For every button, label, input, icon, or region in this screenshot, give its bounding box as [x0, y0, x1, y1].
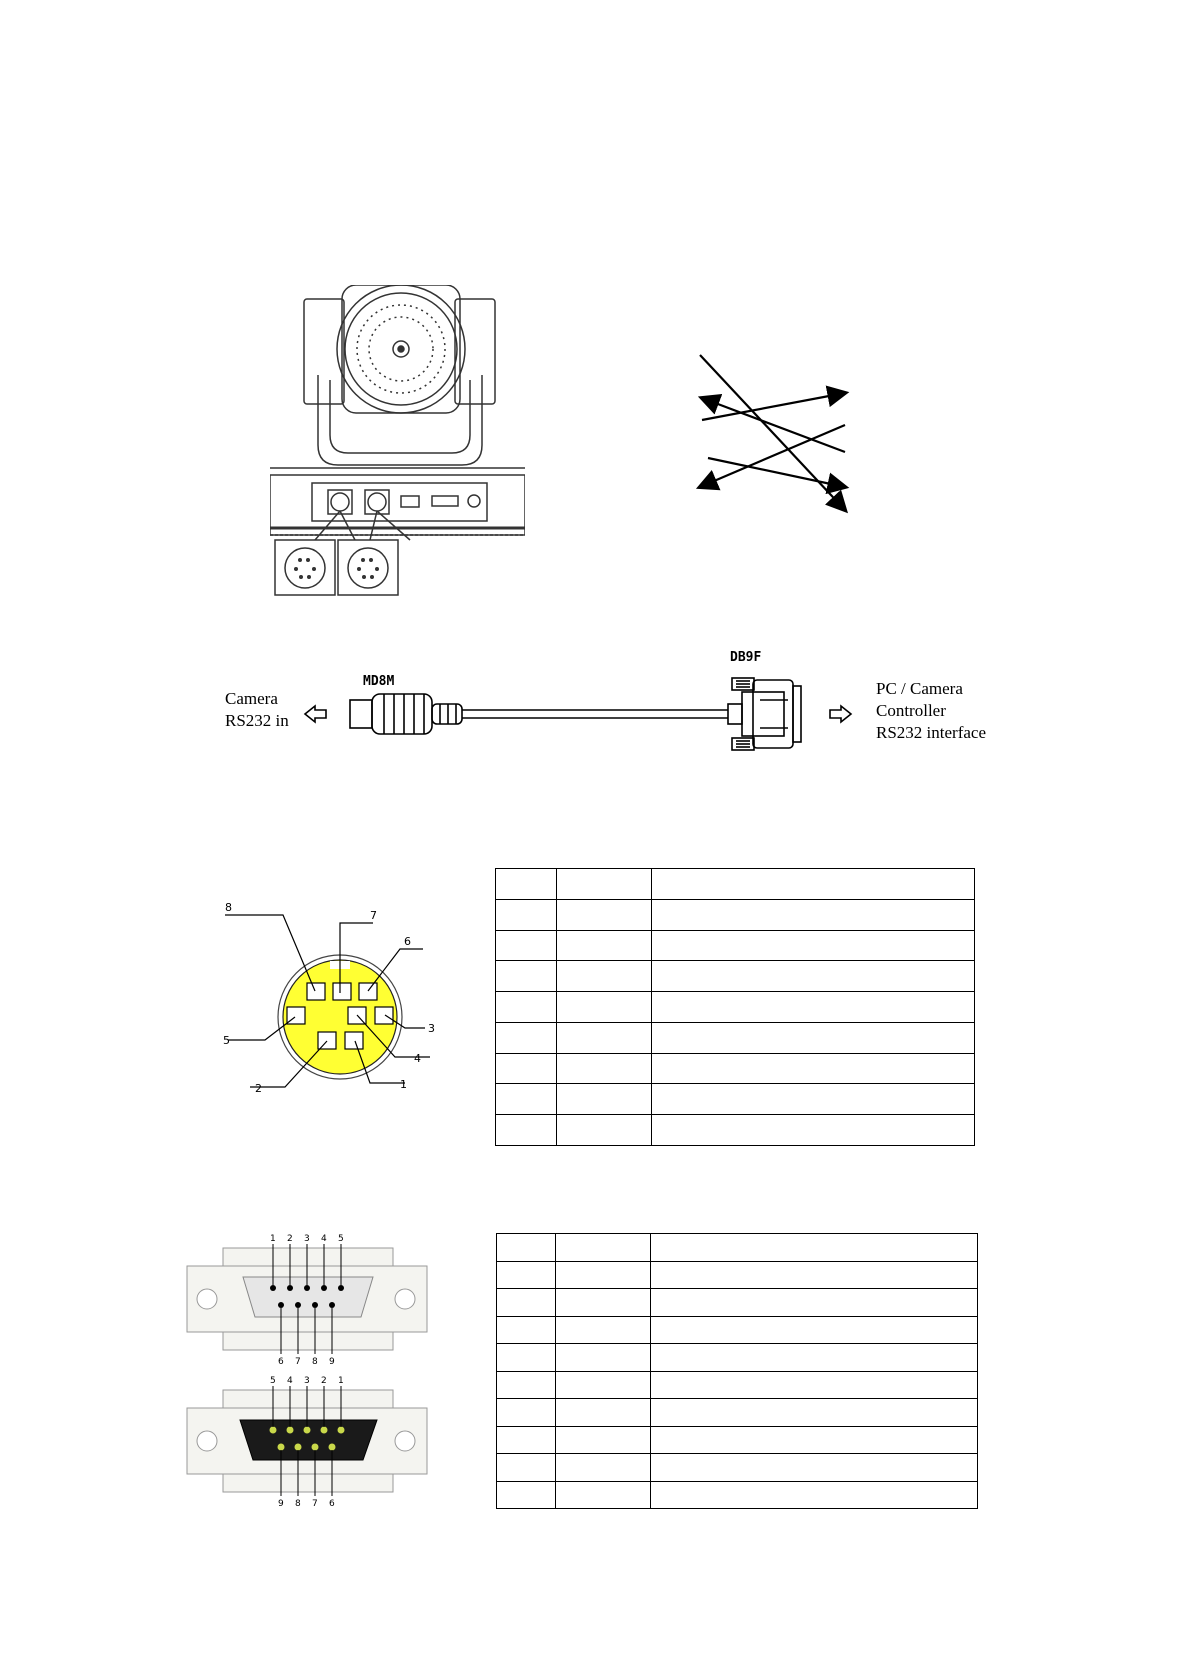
din-label-8: 8 [225, 901, 232, 914]
db9-male-shell [240, 1420, 377, 1460]
din-pin-1 [345, 1032, 363, 1049]
din-pin-6 [359, 983, 377, 1000]
pin-number-label: 5 [270, 1376, 276, 1386]
pin-number-label: 9 [329, 1357, 335, 1367]
hollow-arrow-icon-left [305, 706, 326, 722]
wire-arrow-1 [700, 355, 845, 510]
db9f-code: DB9F [730, 650, 762, 665]
pin-number-label: 7 [312, 1499, 318, 1509]
pin-number-label: 3 [304, 1234, 310, 1244]
pin-number-label: 1 [270, 1234, 276, 1244]
pin-number-label: 6 [278, 1357, 284, 1367]
din-label-4: 4 [414, 1052, 421, 1065]
camera-rs232-in-label: Camera RS232 in [225, 689, 289, 730]
din-label-7: 7 [370, 909, 377, 922]
mini-din-pin-table [495, 868, 975, 1146]
md8m-code: MD8M [363, 674, 395, 689]
pin-number-label: 2 [321, 1376, 327, 1386]
din-pin-3 [375, 1007, 393, 1024]
pc-controller-label: PC / Camera Controller RS232 interface [876, 679, 986, 742]
db9-pin-table [496, 1233, 978, 1509]
din-label-6: 6 [404, 935, 411, 948]
wire-arrow-5 [708, 458, 845, 487]
db9-connectors-pinout [185, 1232, 435, 1512]
pin-number-label: 7 [295, 1357, 301, 1367]
pin-number-label: 3 [304, 1376, 310, 1386]
pin-number-label: 6 [329, 1499, 335, 1509]
din-pin-8 [307, 983, 325, 1000]
pin-number-label: 5 [338, 1234, 344, 1244]
pin-number-label: 4 [321, 1234, 327, 1244]
wire-arrow-4 [700, 425, 845, 487]
din-label-5: 5 [223, 1034, 230, 1047]
din-label-1: 1 [400, 1078, 407, 1091]
camera-illustration [270, 285, 525, 600]
din-pin-2 [318, 1032, 336, 1049]
hollow-arrow-icon-right [830, 706, 851, 722]
mini-din-8-pinout [215, 895, 455, 1115]
din-label-2: 2 [255, 1082, 262, 1095]
din-pin-7 [333, 983, 351, 1000]
pin-number-label: 9 [278, 1499, 284, 1509]
pin-number-label: 8 [295, 1499, 301, 1509]
din-label-3: 3 [428, 1022, 435, 1035]
crossover-wiring-diagram [690, 350, 870, 520]
rs232-cable-drawing [300, 670, 860, 775]
pin-number-label: 2 [287, 1234, 293, 1244]
pin-number-label: 8 [312, 1357, 318, 1367]
pin-number-label: 4 [287, 1376, 293, 1386]
pin-number-label: 1 [338, 1376, 344, 1386]
